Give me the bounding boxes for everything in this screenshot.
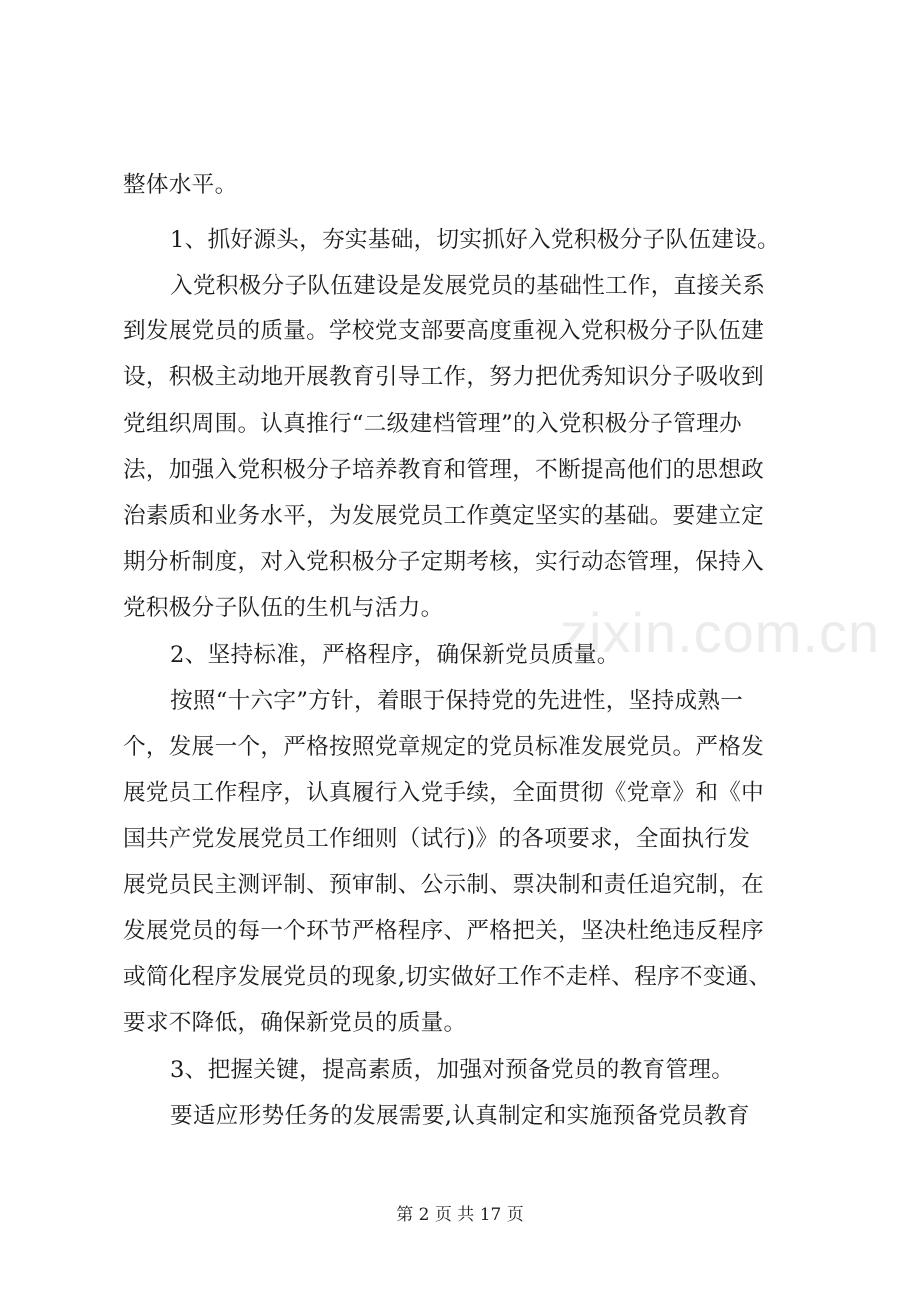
body-line: 整体水平。 [123,172,238,198]
body-line: 党组织周围。认真推行“二级建档管理”的入党积极分子管理办 [123,411,742,437]
watermark: zixin.com.cn [560,601,881,664]
body-line: 党积极分子队伍的生机与活力。 [123,595,444,621]
body-line: 或简化程序发展党员的现象,切实做好工作不走样、程序不变通、 [123,964,772,990]
section-heading-3: 3、把握关键，提高素质，加强对预备党员的教育管理。 [170,1057,735,1083]
body-line: 展党员工作程序，认真履行入党手续，全面贯彻《党章》和《中 [123,780,765,806]
body-line: 个，发展一个，严格按照党章规定的党员标准发展党员。严格发 [123,734,765,760]
body-line: 按照“十六字”方针，着眼于保持党的先进性，坚持成熟一 [170,688,744,714]
section-heading-1: 1、抓好源头，夯实基础，切实抓好入党积极分子队伍建设。 [170,227,780,253]
body-line: 发展党员的每一个环节严格程序、严格把关，坚决杜绝违反程序 [123,918,765,944]
page-footer: 第 2 页 共 17 页 [396,1205,524,1225]
body-line: 治素质和业务水平，为发展党员工作奠定坚实的基础。要建立定 [123,503,765,529]
section-heading-2: 2、坚持标准，严格程序，确保新党员质量。 [170,642,620,668]
body-line: 国共产党发展党员工作细则（试行)》的各项要求，全面执行发 [123,826,751,852]
body-line: 法，加强入党积极分子培养教育和管理，不断提高他们的思想政 [123,457,765,483]
body-line: 展党员民主测评制、预审制、公示制、票决制和责任追究制，在 [123,872,765,898]
body-line: 设，积极主动地开展教育引导工作，努力把优秀知识分子吸收到 [123,364,765,390]
body-line: 到发展党员的质量。学校党支部要高度重视入党积极分子队伍建 [123,318,765,344]
body-line: 要求不降低，确保新党员的质量。 [123,1010,467,1036]
body-line: 期分析制度，对入党积极分子定期考核，实行动态管理，保持入 [123,549,765,575]
body-line: 要适应形势任务的发展需要,认真制定和实施预备党员教育 [170,1103,750,1129]
body-line: 入党积极分子队伍建设是发展党员的基础性工作，直接关系 [170,273,766,299]
